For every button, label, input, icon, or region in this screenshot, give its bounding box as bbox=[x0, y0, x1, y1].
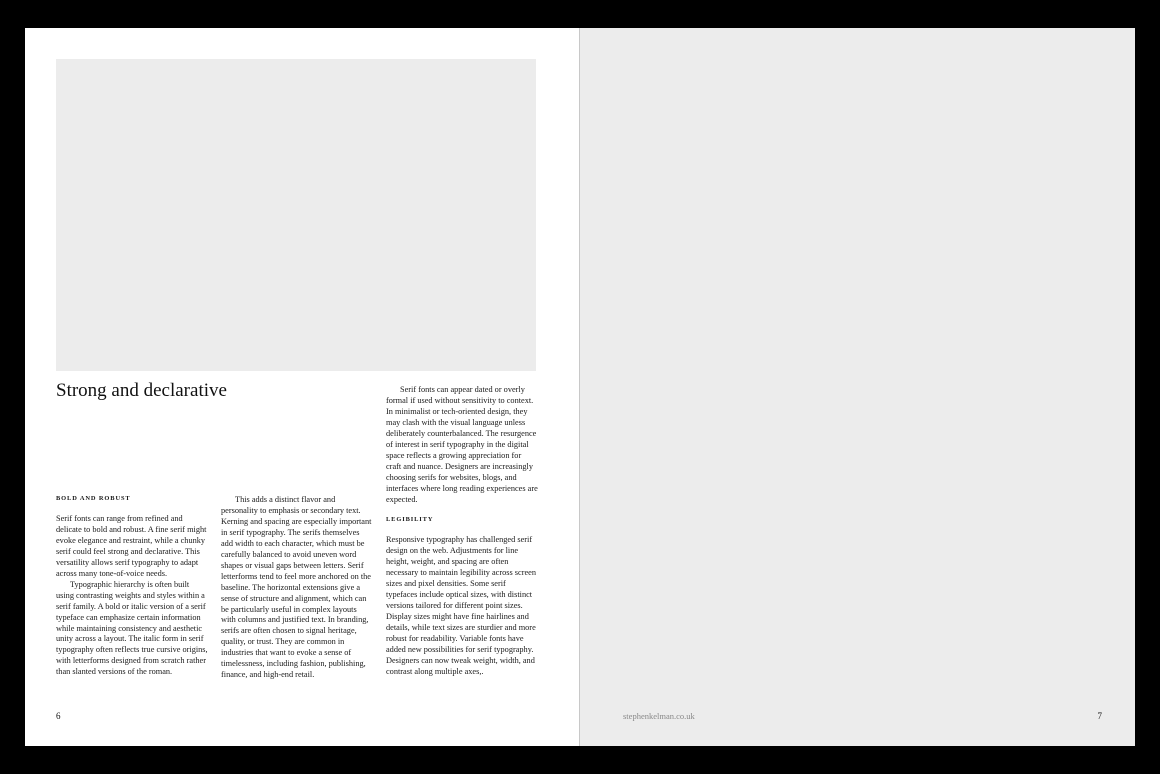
body-paragraph: Serif fonts can appear dated or overly formal if used without sensitivity to context. In minimalist or tech-oriented design, they may clash with the visual language unless deliberately counterbalanced. The resurgence of interest in serif typography in the digital space reflects a growing appreciation for craft and nuance. Designers are increasingly choosing serifs for websites, blogs, and interfaces where long reading experiences are expected. bbox=[386, 385, 538, 504]
subhead-legibility: LEGIBILITY bbox=[386, 516, 434, 524]
text-column-1 bbox=[56, 495, 208, 678]
page-heading: Strong and declarative bbox=[56, 380, 227, 401]
image-placeholder bbox=[56, 59, 536, 371]
text-column-3 bbox=[386, 385, 538, 678]
left-page bbox=[25, 28, 579, 746]
body-paragraph: Responsive typography has challenged serif design on the web. Adjustments for line height, weight, and spacing are often necessary to maintain legibility across screen sizes and pixel densities. Some serif typefaces include optical sizes, with distinct versions tailored for different point sizes. Display sizes might have fine hairlines and details, while text sizes are sturdier and more robust for readability. Variable fonts have added new possibilities for serif typography. Designers can now tweak weight, width, and contrast along multiple axes,. bbox=[386, 535, 536, 676]
subhead-bold-and-robust: BOLD AND ROBUST bbox=[56, 495, 131, 502]
website-url: stephenkelman.co.uk bbox=[623, 711, 695, 721]
body-paragraph: This adds a distinct flavor and personality to emphasis or secondary text. Kerning and spacing are especially important in serif typography. The serifs themselves add width to each character, which must be carefully balanced to avoid uneven word shapes or visual gaps between letters. Serif letterforms tend to feel more anchored on the baseline. The horizontal extensions give a sense of structure and alignment, which can be particularly useful in complex layouts with columns and justified text. In branding, serifs are often chosen to signal heritage, quality, or trust. They are common in industries that want to evoke a sense of timelessness, including fashion, publishing, finance, and high-end retail. bbox=[221, 495, 372, 680]
body-paragraph: Serif fonts can range from refined and delicate to bold and robust. A fine serif might evoke elegance and restraint, while a chunky serif could feel strong and declarative. This versatility allows serif typography to adapt across many tone-of-voice needs. bbox=[56, 514, 207, 578]
text-column-2 bbox=[221, 495, 373, 681]
right-page bbox=[580, 28, 1135, 746]
page-number-right: 7 bbox=[1097, 711, 1102, 721]
page-number-left: 6 bbox=[56, 711, 61, 721]
body-paragraph: Typographic hierarchy is often built using contrasting weights and styles within a serif family. A bold or italic version of a serif typeface can emphasize certain information while maintaining consistency and aesthetic unity across a layout. The italic form in serif typography often reflects true cursive origins, with letterforms designed from scratch rather than slanted versions of the roman. bbox=[56, 579, 208, 677]
